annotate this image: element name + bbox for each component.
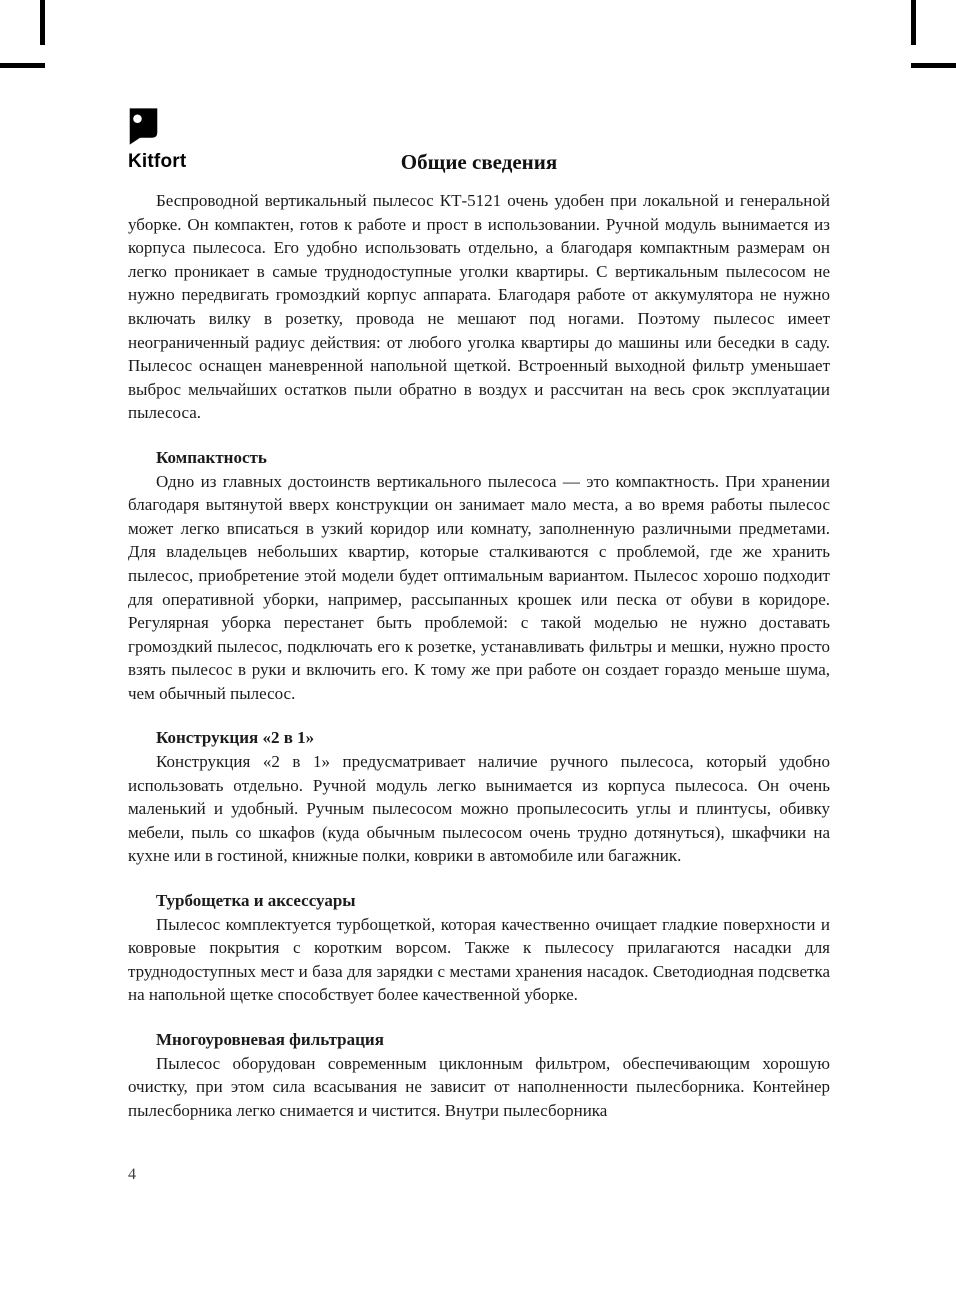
paragraph: Пылесос оборудован современным циклонным фильтром, обеспечивающим хорошую очистку, при этом сила всасывания не зависит от наполненности пылесборника. Контейнер пылесборника легко снимается и чистится. Внутри пылесборника [128,1053,830,1120]
section-2-in-1 [128,726,830,868]
kitfort-logo [128,108,218,173]
page-title: Общие сведения [400,150,558,174]
paragraph: Конструкция «2 в 1» предусматривает наличие ручного пылесоса, который удобно использовать отдельно. Ручной модуль легко вынимается из корпуса пылесоса. Он очень маленький и удобный. Ручным пылесосом можно пропылесосить углы и плинтусы, обивку мебели, пыль со шкафов (куда обычным пылесосом очень трудно дотянуться), шкафчики на кухне или в гостиной, книжные полки, коврики в автомобиле или багажник. [128,752,830,866]
section-compactness [128,446,830,706]
section-heading: Компактность [156,447,267,467]
paragraph: Одно из главных достоинств вертикального пылесоса — это компактность. При хранении благодаря вытянутой вверх конструкции он занимает мало места, а во время работы пылесос может легко вписаться в узкий коридор или комнату, заполненную различными предметами. Для владельцев небольших квартир, которые сталкиваются с проблемой, где же хранить пылесос, приобретение этой модели будет оптимальным вариантом. Пылесос хорошо подходит для оперативной уборки, например, рассыпанных крошек или песка от обуви в коридоре. Регулярная уборка перестанет быть проблемой: с такой моделью не нужно доставать громоздкий пылесос, подключать его к розетке, устанавливать фильтры и мешки, нужно просто взять пылесос в руки и включить его. К тому же при работе он создает гораздо меньше шума, чем обычный пылесос. [128,471,830,703]
crop-mark-top-left-vertical [40,0,45,45]
section-heading: Многоуровневая фильтрация [156,1030,384,1049]
section-filtration [128,1028,830,1122]
section-intro [128,189,830,425]
section-heading: Конструкция «2 в 1» [156,728,315,748]
section-heading: Турбощетка и аксессуары [156,891,356,911]
paragraph: Беспроводной вертикальный пылесос КТ-5121 очень удобен при локальной и генеральной уборке. Он компактен, готов к работе и прост в использовании. Ручной модуль вынимается из корпуса пылесоса. Его удобно использовать отдельно, а благодаря компактным размерам он легко проникает в самые труднодоступные уголки квартиры. С вертикальным пылесосом не нужно передвигать громоздкий корпус аппарата. Благодаря работе от аккумулятора не нужно включать вилку в розетку, провода не мешают под ногами. Поэтому пылесос имеет неограниченный радиус действия: от любого уголка квартиры до машины или беседки в саду. Пылесос оснащен маневренной напольной щеткой. Встроенный выходной фильтр уменьшает выброс мельчайших остатков пыли обратно в воздух и рассчитан на весь срок эксплуатации пылесоса. [128,191,830,423]
page-number: 4 [128,1166,136,1183]
kitfort-logo-icon [128,108,218,150]
paragraph: Пылесос комплектуется турбощеткой, которая качественно очищает гладкие поверхности и ковровые покрытия с коротким ворсом. Также к пылесосу прилагаются насадки для труднодоступных мест и база для зарядки с местами хранения насадок. Светодиодная подсветка на напольной щетке способствует более качественной уборке. [128,914,830,1005]
crop-mark-top-right-horizontal [911,63,956,68]
page-content [128,106,830,1122]
section-turbo-brush [128,889,830,1007]
crop-mark-top-right-vertical [911,0,916,45]
crop-mark-top-left-horizontal [0,63,45,68]
kitfort-logo-text: Kitfort [128,151,187,172]
body-text [128,189,830,1122]
